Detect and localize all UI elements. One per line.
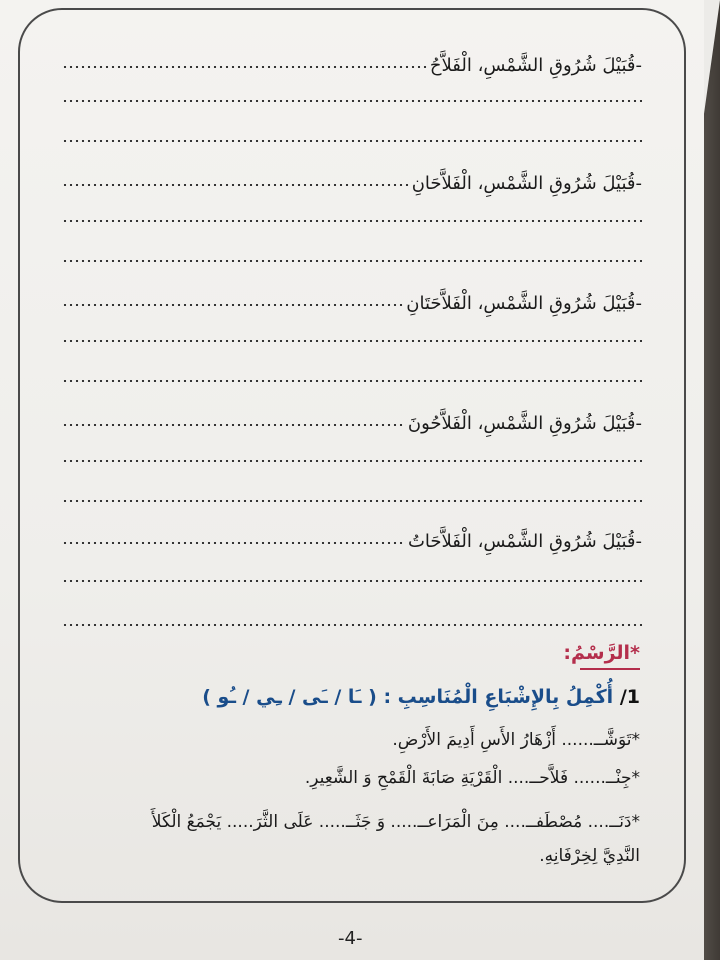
- instruction-options: ( ـَا / ـَى / ـِي / ـُو ): [202, 686, 377, 708]
- answer-line[interactable]: [62, 140, 642, 142]
- exercise-prompt: -قُبَيْلَ شُرُوقِ الشَّمْسِ، الْفَلاَّحُ: [429, 55, 642, 76]
- answer-line[interactable]: [62, 460, 642, 462]
- exercise-prompt: -قُبَيْلَ شُرُوقِ الشَّمْسِ، الْفَلاَّحَتَانِ: [406, 293, 642, 314]
- answer-line[interactable]: [62, 100, 642, 102]
- instruction-text: أُكْمِلُ بِالإِشْبَاعِ الْمُنَاسِبِ :: [383, 686, 614, 708]
- fill-sentence-3[interactable]: *دَنَــ.... مُصْطَفــ.... مِنَ الْمَرَاعــ..... وَ جَثَــ..... عَلَى الثَّرَ..... يَجْمَعُ الْكَلأَ: [151, 812, 640, 832]
- answer-blank[interactable]: [62, 542, 406, 544]
- fill-sentence-1[interactable]: *تَوَشَّــ...... أَزْهَارُ الأَسِ أَدِيمَ الأَرْضِ.: [392, 730, 640, 750]
- exercise-prompt: -قُبَيْلَ شُرُوقِ الشَّمْسِ، الْفَلاَّحُونَ: [407, 413, 642, 434]
- answer-line[interactable]: [62, 340, 642, 342]
- exercise-row-3: [62, 280, 642, 314]
- exercise-prompt: -قُبَيْلَ شُرُوقِ الشَّمْسِ، الْفَلاَّحَانِ: [411, 173, 642, 194]
- answer-blank[interactable]: [62, 304, 404, 306]
- exercise-prompt: -قُبَيْلَ شُرُوقِ الشَّمْسِ، الْفَلاَّحَاتُ: [407, 531, 642, 552]
- instruction-line: [202, 686, 640, 708]
- exercise-row-2: [62, 160, 642, 194]
- fill-sentence-2[interactable]: *جِنْــ...... فَلاَّحــ.... الْقَرْيَةِ صَابَةَ الْقَمْحِ وَ الشَّعِيرِ.: [304, 768, 640, 788]
- exercise-row-4: [62, 400, 642, 434]
- exercise-row-5: [62, 518, 642, 552]
- instruction-number: 1/: [619, 686, 640, 708]
- answer-line[interactable]: [62, 500, 642, 502]
- answer-blank[interactable]: [62, 66, 428, 68]
- answer-line[interactable]: [62, 380, 642, 382]
- answer-line[interactable]: [62, 624, 642, 626]
- section-heading: *الرَّسْمُ:: [563, 642, 640, 664]
- exercise-row-1: [62, 42, 642, 76]
- answer-line[interactable]: [62, 260, 642, 262]
- page-number: -4-: [338, 928, 363, 949]
- answer-line[interactable]: [62, 220, 642, 222]
- answer-line[interactable]: [62, 580, 642, 582]
- answer-blank[interactable]: [62, 424, 406, 426]
- fill-sentence-3-continued[interactable]: النَّدِيَّ لِخِرْفَانِهِ.: [539, 846, 640, 866]
- heading-underline: [580, 668, 640, 670]
- answer-blank[interactable]: [62, 184, 410, 186]
